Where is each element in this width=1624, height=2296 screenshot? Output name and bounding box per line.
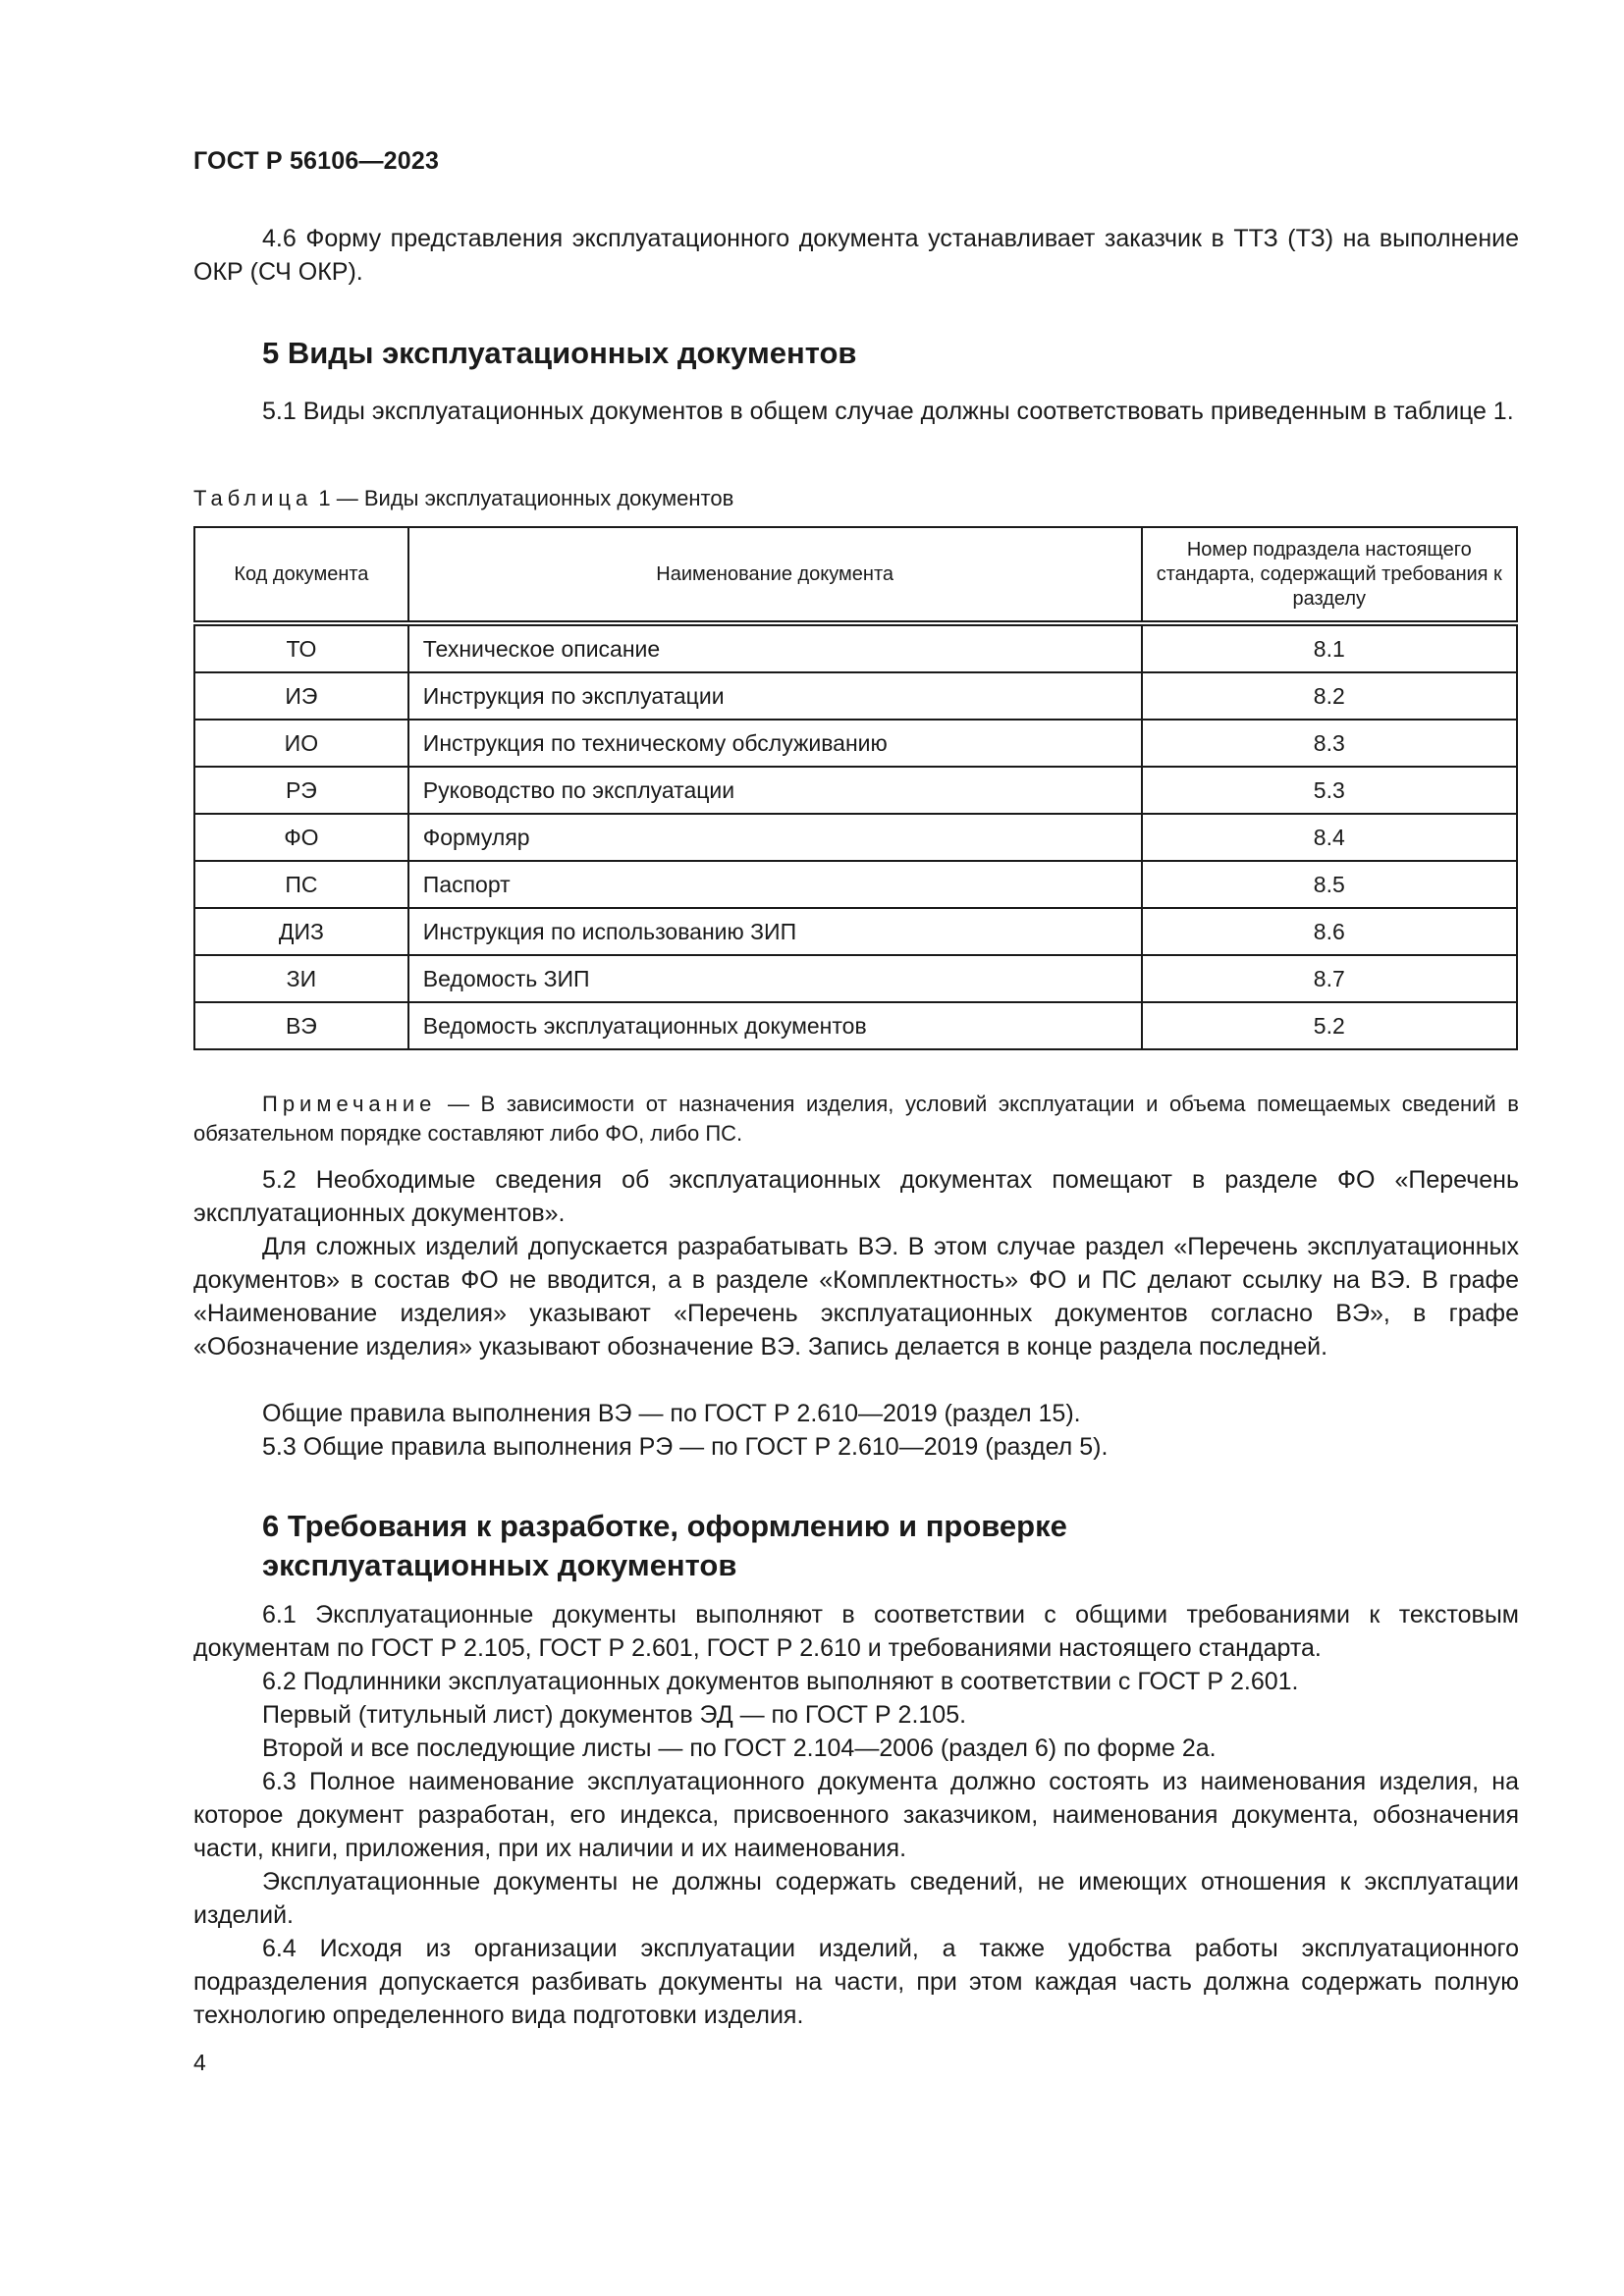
table-row: ВЭ Ведомость эксплуатационных документов 5.2	[194, 1002, 1517, 1049]
paragraph-5-2-complex: Для сложных изделий допускается разрабатывать ВЭ. В этом случае раздел «Перечень эксплуатационных документов» в состав ФО не вводится, а в разделе «Комплектность» ФО и ПС делают ссылку на ВЭ. В графе «Наименование изделия» указывают «Перечень эксплуатационных документов согласно ВЭ», в графе «Обозначение изделия» указывают обозначение ВЭ. Запись делается в конце раздела последней.	[193, 1233, 1519, 1361]
header-code: Код документа	[194, 527, 408, 623]
paragraph-6-3: 6.3 Полное наименование эксплуатационного документа должно состоять из наименования изделия, на которое документ разработан, его индекса, присвоенного заказчиком, наименования документа, обозначения части, книги, приложения, при их наличии и их наименования.	[193, 1768, 1519, 1862]
section-5-heading: 5 Виды эксплуатационных документов	[262, 336, 857, 370]
table-row: ИО Инструкция по техническому обслуживанию 8.3	[194, 720, 1517, 767]
header-name: Наименование документа	[408, 527, 1142, 623]
paragraph-6-3-content: Эксплуатационные документы не должны содержать сведений, не имеющих отношения к эксплуатации изделий.	[193, 1868, 1519, 1929]
paragraph-5-2: 5.2 Необходимые сведения об эксплуатационных документах помещают в разделе ФО «Перечень эксплуатационных документов».	[193, 1166, 1519, 1227]
header-subsection: Номер подраздела настоящего стандарта, содержащий требования к разделу	[1142, 527, 1517, 623]
table-row: ДИЗ Инструкция по использованию ЗИП 8.6	[194, 908, 1517, 955]
paragraph-6-2-other-sheets: Второй и все последующие листы — по ГОСТ 2.104—2006 (раздел 6) по форме 2а.	[262, 1735, 1217, 1762]
paragraph-5-3: 5.3 Общие правила выполнения РЭ — по ГОСТ Р 2.610—2019 (раздел 5).	[262, 1433, 1109, 1461]
table-caption: Таблица 1 — Виды эксплуатационных документов	[193, 486, 734, 510]
section-6-heading: 6 Требования к разработке, оформлению и проверке эксплуатационных документов	[262, 1509, 1067, 1582]
table-row: ИЭ Инструкция по эксплуатации 8.2	[194, 672, 1517, 720]
table-row: РЭ Руководство по эксплуатации 5.3	[194, 767, 1517, 814]
paragraph-6-2: 6.2 Подлинники эксплуатационных документов выполняют в соответствии с ГОСТ Р 2.601.	[262, 1668, 1299, 1695]
table-row: ТО Техническое описание 8.1	[194, 623, 1517, 672]
document-types-table	[193, 526, 1518, 1050]
table-note: Примечание — В зависимости от назначения изделия, условий эксплуатации и объема помещаемых сведений в обязательном порядке составляют либо ФО, либо ПС.	[193, 1092, 1519, 1146]
paragraph-6-1: 6.1 Эксплуатационные документы выполняют в соответствии с общими требованиями к текстовым документам по ГОСТ Р 2.105, ГОСТ Р 2.601, ГОСТ Р 2.610 и требованиями настоящего стандарта.	[193, 1601, 1519, 1662]
table-row: ПС Паспорт 8.5	[194, 861, 1517, 908]
paragraph-5-1: 5.1 Виды эксплуатационных документов в общем случае должны соответствовать приведенным в таблице 1.	[262, 398, 1514, 425]
paragraph-6-2-title-sheet: Первый (титульный лист) документов ЭД — по ГОСТ Р 2.105.	[262, 1701, 967, 1729]
standard-designation: ГОСТ Р 56106—2023	[193, 147, 440, 175]
table-header-row	[194, 527, 1517, 623]
page-number: 4	[193, 2050, 206, 2075]
table-row: ЗИ Ведомость ЗИП 8.7	[194, 955, 1517, 1002]
table-row: ФО Формуляр 8.4	[194, 814, 1517, 861]
paragraph-5-2-rules: Общие правила выполнения ВЭ — по ГОСТ Р 2.610—2019 (раздел 15).	[262, 1400, 1081, 1427]
paragraph-6-4: 6.4 Исходя из организации эксплуатации изделий, а также удобства работы эксплуатационного подразделения допускается разбивать документы на части, при этом каждая часть должна содержать полную технологию определенного вида подготовки изделия.	[193, 1935, 1519, 2029]
paragraph-4-6: 4.6 Форму представления эксплуатационного документа устанавливает заказчик в ТТЗ (ТЗ) на выполнение ОКР (СЧ ОКР).	[193, 225, 1519, 286]
